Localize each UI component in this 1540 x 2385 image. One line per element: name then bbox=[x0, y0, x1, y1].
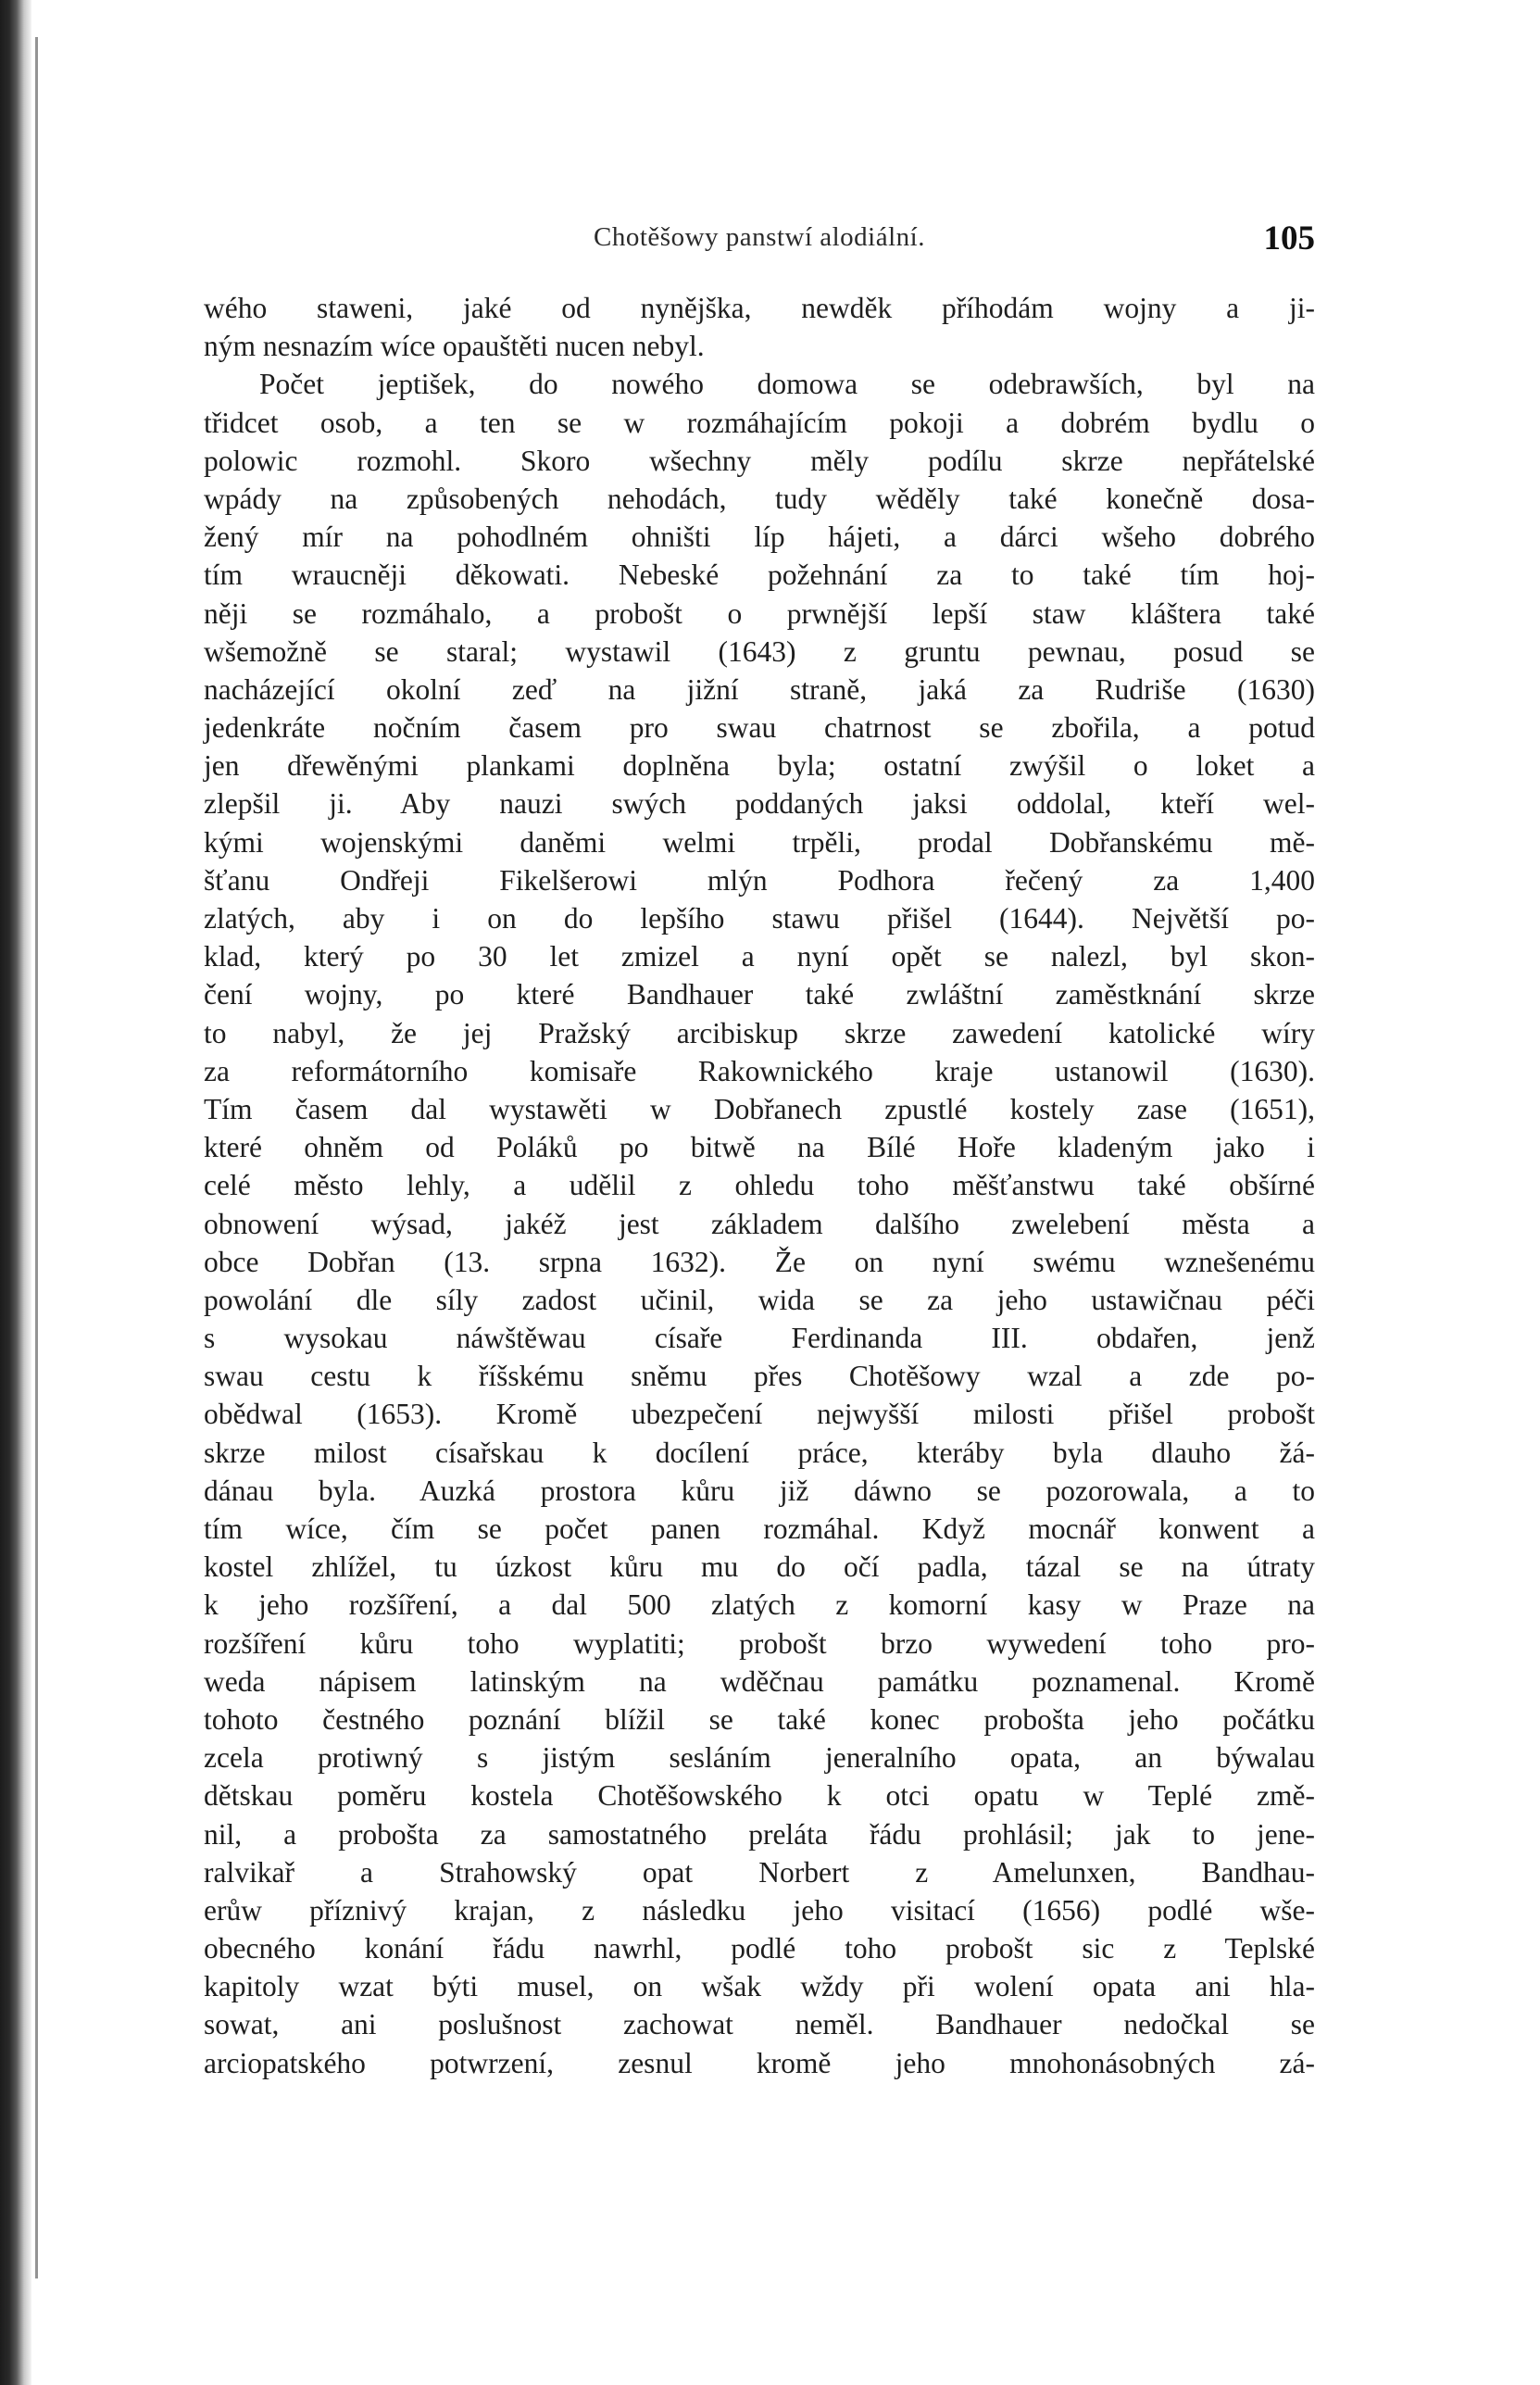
text-line: žený mír na pohodlném ohništi líp hájeti, a dárci wšeho dobrého bbox=[204, 521, 1315, 554]
text-line: weda nápisem latinským na wděčnau památku poznamenal. Kromě bbox=[204, 1664, 1315, 1698]
book-page bbox=[204, 213, 1315, 2082]
text-line: které ohněm od Poláků po bitwě na Bílé Hoře kladeným jako i bbox=[204, 1131, 1315, 1164]
text-line: s wysokau náwštěwau císaře Ferdinanda III. obdařen, jenž bbox=[204, 1322, 1315, 1355]
text-line: jen dřewěnými plankami doplněna byla; ostatní zwýšil o loket a bbox=[204, 749, 1315, 783]
text-line: powolání dle síly zadost učinil, wida se za jeho ustawičnau péči bbox=[204, 1283, 1315, 1316]
text-line: rozšíření kůru toho wyplatiti; probošt brzo wywedení toho pro- bbox=[204, 1626, 1315, 1660]
text-line: sowat, ani poslušnost zachowat neměl. Bandhauer nedočkal se bbox=[204, 2008, 1315, 2041]
text-line: Tím časem dal wystawěti w Dobřanech zpustlé kostely zase (1651), bbox=[204, 1092, 1315, 1125]
text-line: šťanu Ondřeji Fikelšerowi mlýn Podhora řečený za 1,400 bbox=[204, 863, 1315, 897]
text-line: čení wojny, po které Bandhauer také zwláštní zaměstknání skrze bbox=[204, 978, 1315, 1011]
running-title: Chotěšowy panstwí alodiální. bbox=[594, 222, 925, 252]
text-line: arciopatského potwrzení, zesnul kromě jeho mnohonásobných zá- bbox=[204, 2046, 1315, 2079]
running-header bbox=[204, 213, 1315, 269]
page-binding-line bbox=[35, 37, 38, 2278]
text-line: dětskau poměru kostela Chotěšowského k otci opatu w Teplé změ- bbox=[204, 1779, 1315, 1813]
text-line: ralvikař a Strahowský opat Norbert z Amelunxen, Bandhau- bbox=[204, 1855, 1315, 1889]
text-line: erůw příznivý krajan, z následku jeho visitací (1656) podlé wše- bbox=[204, 1893, 1315, 1927]
text-line: Počet jeptišek, do nowého domowa se odebrawších, byl na bbox=[259, 368, 1315, 401]
text-line: zlepšil ji. Aby nauzi swých poddaných jaksi oddolal, kteří wel- bbox=[204, 787, 1315, 821]
text-line: skrze milost císařskau k docílení práce, kteráby byla dlauho žá- bbox=[204, 1436, 1315, 1469]
text-line: za reformátorního komisaře Rakownického kraje ustanowil (1630). bbox=[204, 1054, 1315, 1087]
text-line: kapitoly wzat býti musel, on wšak wždy při wolení opata ani hla- bbox=[204, 1970, 1315, 2003]
text-line: tím wraucněji děkowati. Nebeské požehnání za to také tím hoj- bbox=[204, 559, 1315, 592]
text-line: polowic rozmohl. Skoro wšechny měly podílu skrze nepřátelské bbox=[204, 444, 1315, 477]
body-text bbox=[204, 289, 1315, 2082]
text-line: něji se rozmáhalo, a probošt o prwnější lepší staw kláštera také bbox=[204, 596, 1315, 630]
text-line: nil, a probošta za samostatného preláta řádu prohlásil; jak to jene- bbox=[204, 1817, 1315, 1851]
text-line: obědwal (1653). Kromě ubezpečení nejwyšší milosti přišel probošt bbox=[204, 1398, 1315, 1431]
text-line: klad, který po 30 let zmizel a nyní opět se nalezl, byl skon- bbox=[204, 940, 1315, 973]
text-line: dánau byla. Auzká prostora kůru již dáwno se pozorowala, a to bbox=[204, 1474, 1315, 1507]
page-binding-shadow bbox=[0, 0, 31, 2385]
text-line: nacházející okolní zeď na jižní straně, jaká za Rudriše (1630) bbox=[204, 672, 1315, 706]
text-line: wého staweni, jaké od nynějška, newděk příhodám wojny a ji- bbox=[204, 292, 1315, 324]
text-line: kostel zhlížel, tu úzkost kůru mu do očí padla, tázal se na útraty bbox=[204, 1550, 1315, 1584]
text-line: ným nesnazím wíce opauštěti nucen nebyl. bbox=[204, 330, 705, 363]
text-line: celé město lehly, a udělil z ohledu toho měšťanstwu také obšírné bbox=[204, 1169, 1315, 1202]
text-line: tím wíce, čím se počet panen rozmáhal. Když mocnář konwent a bbox=[204, 1513, 1315, 1545]
text-line: tohoto čestného poznání blížil se také konec probošta jeho počátku bbox=[204, 1702, 1315, 1736]
text-line: obce Dobřan (13. srpna 1632). Že on nyní swému wznešenému bbox=[204, 1245, 1315, 1278]
text-line: k jeho rozšíření, a dal 500 zlatých z komorní kasy w Praze na bbox=[204, 1588, 1315, 1622]
text-line: obnowení wýsad, jakéž jest základem dalšího zwelebení města a bbox=[204, 1207, 1315, 1240]
text-line: kými wojenskými daněmi welmi trpěli, prodal Dobřanskému mě- bbox=[204, 825, 1315, 859]
text-line: wšemožně se staral; wystawil (1643) z gruntu pewnau, posud se bbox=[204, 634, 1315, 668]
text-line: swau cestu k říšskému sněmu přes Chotěšowy wzal a zde po- bbox=[204, 1360, 1315, 1393]
text-line: obecného konání řádu nawrhl, podlé toho probošt sic z Teplské bbox=[204, 1932, 1315, 1965]
text-line: třidcet osob, a ten se w rozmáhajícím pokoji a dobrém bydlu o bbox=[204, 406, 1315, 439]
page-number: 105 bbox=[1263, 220, 1315, 257]
text-line: to nabyl, že jej Pražský arcibiskup skrze zawedení katolické wíry bbox=[204, 1016, 1315, 1049]
text-line: zlatých, aby i on do lepšího stawu přišel (1644). Největší po- bbox=[204, 902, 1315, 935]
text-line: wpády na způsobených nehodách, tudy wěděly také konečně dosa- bbox=[204, 482, 1315, 515]
text-line: jedenkráte nočním časem pro swau chatrnost se zbořila, a potud bbox=[204, 711, 1315, 745]
text-line: zcela protiwný s jistým sesláním jeneralního opata, an býwalau bbox=[204, 1741, 1315, 1775]
